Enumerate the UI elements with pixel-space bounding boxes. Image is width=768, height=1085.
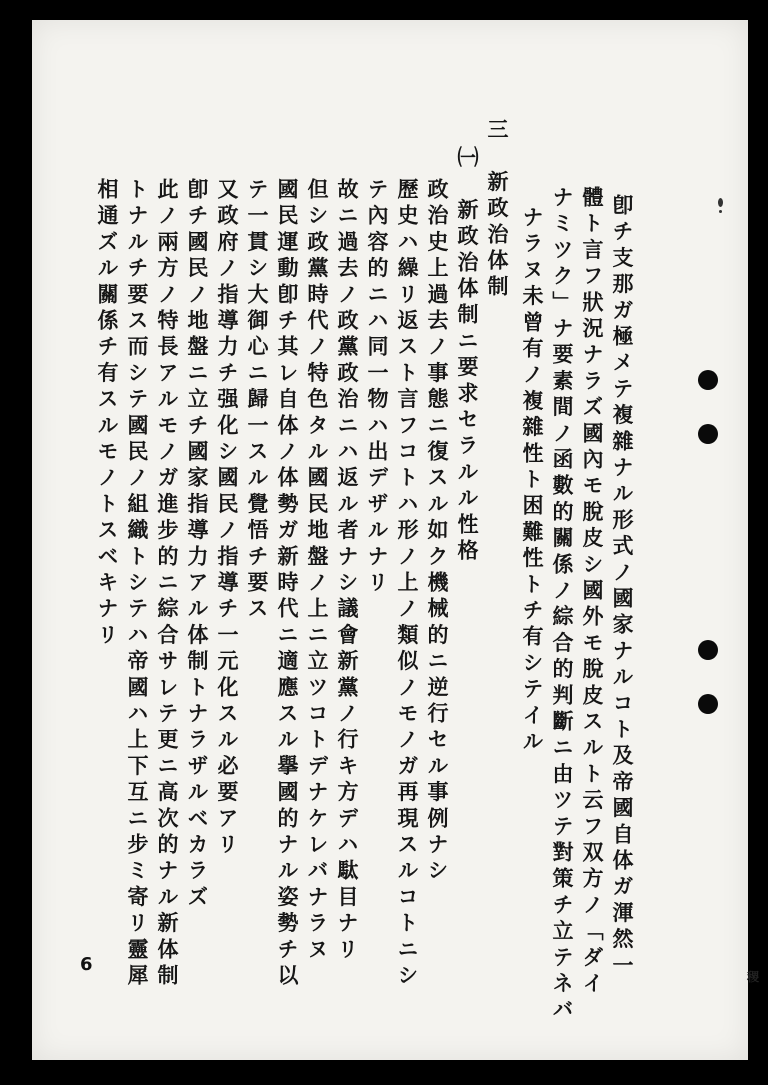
text-column-18: 相通ズル關係チ有スルモノトスベキナリ <box>95 178 120 650</box>
text-column-14: 又政府ノ指導力チ强化シ國民ノ指導チ一元化スル必要アリ <box>215 178 240 860</box>
text-column-10: 故ニ過去ノ政黨政治ニハ返ル者ナシ議會新黨ノ行キ方デハ駄目ナリ <box>335 178 360 965</box>
ink-specks <box>716 198 726 220</box>
text-column-15: 卽チ國民ノ地盤ニ立チ國家指導力アル体制トナラザルベカラズ <box>185 178 210 912</box>
text-column-13: テ一貫シ大御心ニ歸一スル覺悟チ要ス <box>245 178 270 624</box>
text-column-8: 歷史ハ繰リ返スト言フコトハ形ノ上ノ類似ノモノガ再現スルコトニシ <box>395 178 420 991</box>
binder-hole-2 <box>698 424 718 444</box>
text-column-17: トナルチ要ス而シテ國民ノ組織トシテハ帝國ハ上下互ニ步ミ寄リ靈犀 <box>125 178 150 991</box>
text-column-16: 此ノ兩方ノ特長アルモノガ進步的ニ綜合サレテ更ニ高次的ナル新体制 <box>155 178 180 991</box>
text-column-5: 三 新政治体制 <box>485 118 510 302</box>
text-column-1: 卽チ支那ガ極メテ複雜ナル形式ノ國家ナルコト及帝國自体ガ渾然一 <box>610 194 635 980</box>
margin-mark: 稷 <box>747 970 760 984</box>
page-number: 6 <box>80 954 93 975</box>
text-column-6: ㈠ 新政治体制ニ要求セラルル性格 <box>455 146 480 566</box>
text-column-2: 體ト言フ狀況ナラズ國內モ脫皮シ國外モ脫皮スルト云フ双方ノ「ダイ <box>580 186 605 999</box>
text-column-4: ナラヌ未曾有ノ複雜性ト困難性トチ有シテイル <box>520 206 545 757</box>
text-column-12: 國民運動卽チ其レ自体ノ体勢ガ新時代ニ適應スル擧國的ナル姿勢チ以 <box>275 178 300 991</box>
document-page <box>32 20 760 1060</box>
text-column-9: テ內容的ニハ同一物ハ出デザルナリ <box>365 178 390 598</box>
text-column-3: ナミツク」ナ要素間ノ函數的關係ノ綜合的判斷ニ由ツテ對策チ立テネバ <box>550 186 575 1025</box>
binder-hole-1 <box>698 370 718 390</box>
text-column-7: 政治史上過去ノ事態ニ復スル如ク機械的ニ逆行セル事例ナシ <box>425 178 450 886</box>
binder-hole-4 <box>698 694 718 714</box>
text-column-11: 但シ政黨時代ノ特色タル國民地盤ノ上ニ立ツコトデナケレバナラヌ <box>305 178 330 964</box>
binder-hole-3 <box>698 640 718 660</box>
